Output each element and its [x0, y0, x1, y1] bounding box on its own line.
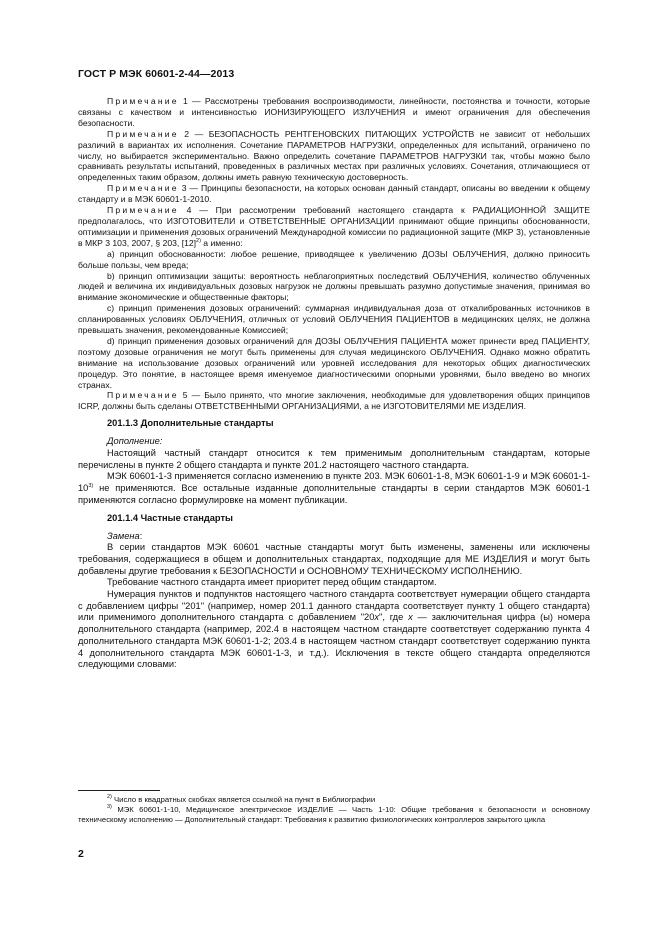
note-label: Примечание: [107, 183, 179, 194]
note-4-item-a: a) принцип обоснованности: любое решение, приводящее к увеличению ДОЗЫ ОБЛУЧЕНИЯ, должно приносить больше пользы, чем вреда;: [78, 248, 590, 270]
note-text: 3 — Принципы безопасности, на которых основан данный стандарт, описаны во введении к общему стандарту и в МЭК 60601-1-2010.: [78, 183, 590, 205]
section-label: [78, 531, 590, 543]
page-number: 2: [78, 848, 84, 860]
section-label-text: Замена: [107, 530, 140, 541]
section-label: Дополнение:: [107, 436, 163, 447]
paragraph-text: — заключительная цифра (ы) номера дополнительного стандарта (например, 202.4 в настоящем частном стандарте соответствует содержанию пункта 4 дополнительного стандарта МЭК 60601-1-2; 203.4 в настоящем частном стандарт соответствует содержанию пункта 4 дополнительного стандарта МЭК 60601-1-3, и т.д.). Исключения в тексте общего стандарта определяются следующими словами:: [78, 612, 590, 670]
paragraph-text: ", где: [379, 612, 409, 623]
paragraph: Требование частного стандарта имеет приоритет перед общим стандартом.: [107, 577, 437, 588]
paragraph: [78, 589, 590, 671]
note-2: [78, 129, 590, 184]
variable-x: x: [408, 612, 413, 623]
section-201-1-4: [78, 531, 590, 671]
note-4-item-d: d) принцип применения дозовых ограничений для ДОЗЫ ОБЛУЧЕНИЯ ПАЦИЕНТА может принести вред ПАЦИЕНТУ, поэтому дозовые ограничения не могут быть применены для случая медицинского ОБЛУЧЕНИЯ. Однако можно обратить внимание на использование дозовых ограничений или уровней исследования для некоторых общих диагностических процедур. Это понятие, в настоящее время именуемое диагностическими опорными уровнями, было введено во многих странах.: [78, 335, 590, 390]
paragraph-text: не применяются. Все остальные изданные дополнительные стандарты в серии стандартов МЭК 60601-1 применяются согласно формулировке на момент публикации.: [78, 483, 590, 505]
section-heading-201-1-3: 201.1.3 Дополнительные стандарты: [107, 418, 274, 429]
note-label: Примечание: [107, 96, 179, 106]
note-label: Примечание: [107, 205, 179, 216]
section-heading-201-1-4: 201.1.4 Частные стандарты: [107, 512, 233, 523]
footnote-ref[interactable]: 3): [88, 483, 94, 490]
note-label: Примечание: [107, 128, 179, 139]
document-body: [78, 96, 590, 671]
note-text: 1 — Рассмотрены требования воспроизводимости, линейности, постоянства и точности, которые связаны с качеством и интенсивностью ИОНИЗИРУЮЩЕГО ИЗЛУЧЕНИЯ и имеют ограничения для обеспечения безопасности.: [78, 96, 590, 128]
note-text: а именно:: [200, 237, 243, 248]
section-label-suffix: :: [139, 530, 143, 541]
footnote-ref[interactable]: 2): [196, 237, 201, 244]
footnote-marker: 3): [107, 804, 112, 810]
note-text: 5 — Было принято, что многие заключения, необходимые для удовлетворения общих принципов ICRP, должны быть сделаны ОТВЕТСТВЕННЫМИ ОРГАНИЗАЦИЯМИ, а не ИЗГОТОВИТЕЛЯМИ МЕ ИЗДЕЛИЯ.: [78, 390, 590, 412]
note-4: [78, 205, 590, 249]
note-5: [78, 390, 590, 412]
note-1: [78, 96, 590, 129]
footnote-divider: [78, 790, 160, 791]
paragraph-text: МЭК 60601-1-3 применяется согласно изменению в пункте 203. МЭК 60601-1-8, МЭК 60601-1-9 и МЭК 60601-1-10: [78, 471, 590, 494]
footnotes: [78, 795, 590, 825]
note-4-item-c: c) принцип применения дозовых ограничений: суммарная индивидуальная доза от откалиброванных источников в спланированных условиях ОБЛУЧЕНИЯ, отличных от условий ОБЛУЧЕНИЯ ПАЦИЕНТОВ в медицинских целях, не должна превышать значения, рекомендованные Комиссией;: [78, 303, 590, 336]
footnote-text: МЭК 60601-1-10, Медицинское электрическое ИЗДЕЛИЕ — Часть 1-10: Общие требования к безопасности и основному техническому исполнению — Дополнительный стандарт: Требования к развитию физиологических контроллеров закрытого цикла: [78, 805, 590, 824]
note-text: 2 — БЕЗОПАСНОСТЬ РЕНТГЕНОВСКИХ ПИТАЮЩИХ УСТРОЙСТВ не зависит от небольших различий в вариантах их исполнения. Сочетание ПАРАМЕТРОВ НАГРУЗКИ, определенных для испытаний, ограничено по числу, но выбирается экспериментально. Важно определить сочетание ПАРАМЕТРОВ НАГРУЗКИ так, чтобы можно было сравнивать результаты испытаний, проведенных в различных местах при различных условиях. Сочетания, отличающиеся от определенных таким образом, должны иметь равную техническую достоверность.: [78, 128, 590, 183]
footnote-2: [78, 795, 590, 805]
note-label: Примечание: [107, 390, 179, 401]
document-header: ГОСТ Р МЭК 60601-2-44—2013: [78, 68, 235, 80]
footnote-text: Число в квадратных скобках является ссылкой на пункт в Библиографии: [111, 795, 376, 804]
paragraph-text: Нумерация пунктов и подпунктов настоящего частного стандарта соответствует нумерации общего стандарта с добавлением цифры "201" (например, номер 201.1 данного стандарта соответствует пункту 1 общего стандарта) или применимого дополнительного стандарта с добавлением "20: [78, 589, 590, 623]
footnote-3: [78, 805, 590, 825]
paragraph: [78, 471, 590, 506]
variable-x: x: [374, 612, 380, 623]
section-201-1-3: [78, 436, 590, 506]
footnote-marker: 2): [107, 794, 112, 800]
note-3: [78, 183, 590, 205]
paragraph: В серии стандартов МЭК 60601 частные стандарты могут быть изменены, заменены или исключены требования, содержащиеся в общем и дополнительных стандартах, подходящие для МЕ ИЗДЕЛИЯ и могут быть добавлены другие требования к БЕЗОПАСНОСТИ и ОСНОВНОМУ ТЕХНИЧЕСКОМУ ИСПОЛНЕНИЮ.: [78, 542, 590, 576]
note-4-item-b: b) принцип оптимизации защиты: вероятность неблагоприятных последствий ОБЛУЧЕНИЯ, количество облученных людей и величина их индивидуальных дозовых нагрузок не должны превышать разумно допустимые значения, принимая во внимание экономические и общественные факторы;: [78, 270, 590, 303]
note-text: 4 — При рассмотрении требований настоящего стандарта к РАДИАЦИОННОЙ ЗАЩИТЕ предполагалось, что ИЗГОТОВИТЕЛИ и ОТВЕТСТВЕННЫЕ ОРГАНИЗАЦИИ принимают общие принципы обоснованности, оптимизации и применения дозовых ограничений Международной комиссии по радиационной защите (МКР 3), установленные в МКР 3 103, 2007, § 203, [12]: [78, 205, 590, 248]
paragraph: Настоящий частный стандарт относится к тем применимым дополнительным стандартам, которые перечислены в пункте 2 общего стандарта и пункте 201.2 настоящего частного стандарта.: [78, 447, 590, 470]
